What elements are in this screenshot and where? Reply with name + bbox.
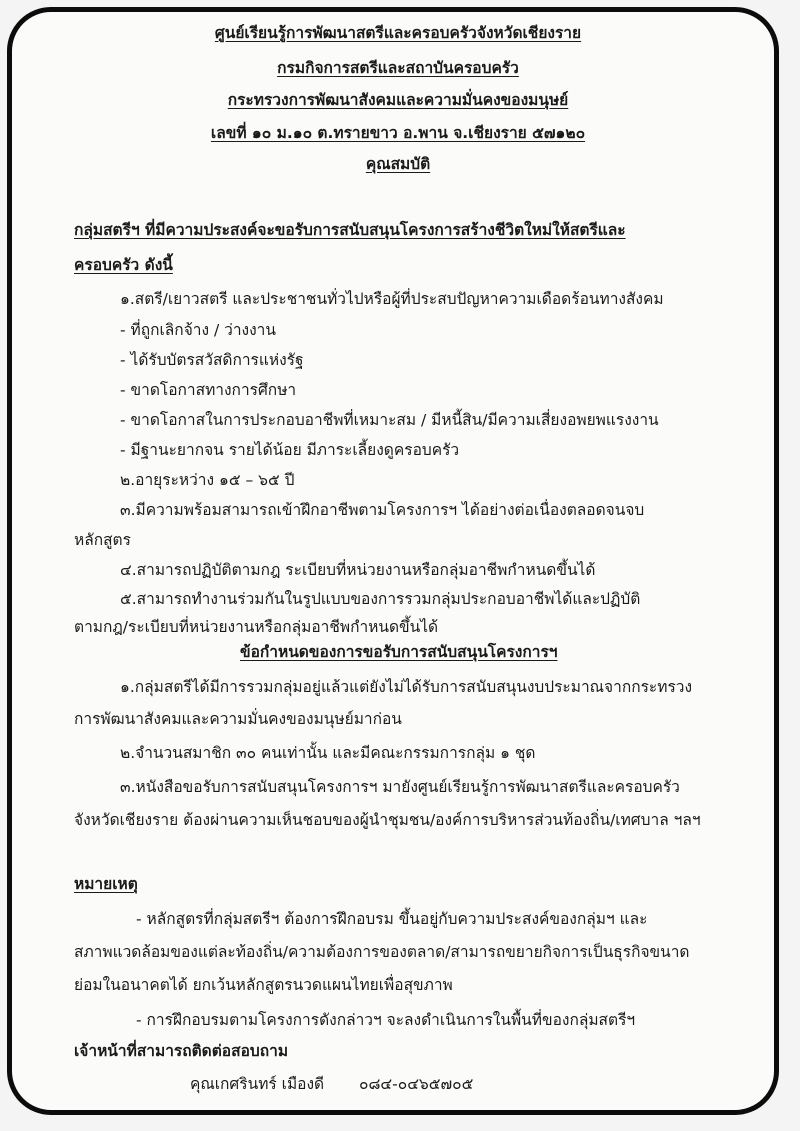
qualifications-heading: กลุ่มสตรีฯ ที่มีความประสงค์จะขอรับการสนับสนุนโครงการสร้างชีวิตใหม่ให้สตรีและ [74,221,626,239]
qualification-sub-item: - ขาดโอกาสในการประกอบอาชีพที่เหมาะสม / มีหนี้สิน/มีความเสี่ยงอพยพแรงงาน [120,411,659,429]
org-name-line1: ศูนย์เรียนรู้การพัฒนาสตรีและครอบครัวจังหวัดเชียงราย [214,24,582,42]
requirement-3: ๓.หนังสือขอรับการสนับสนุนโครงการฯ มายังศูนย์เรียนรู้การพัฒนาสตรีและครอบครัว [120,778,680,796]
remark-1-cont: สภาพแวดล้อมของแต่ละท้องถิ่น/ความต้องการของตลาด/สามารถขยายกิจการเป็นธุรกิจขนาด [74,943,690,961]
remark-1: - หลักสูตรที่กลุ่มสตรีฯ ต้องการฝึกอบรม ขึ้นอยู่กับความประสงค์ของกลุ่มฯ และ [136,910,648,928]
requirement-3-cont: จังหวัดเชียงราย ต้องผ่านความเห็นชอบของผู้นำชุมชน/องค์การบริหารส่วนท้องถิ่น/เทศบาล ฯลฯ [74,811,701,829]
qualification-sub-item: - มีฐานะยากจน รายได้น้อย มีภาระเลี้ยงดูครอบครัว [120,441,460,459]
qualification-item-1: ๑.สตรี/เยาวสตรี และประชาชนทั่วไปหรือผู้ที่ประสบปัญหาความเดือดร้อนทางสังคม [120,290,664,308]
requirement-1-cont: การพัฒนาสังคมและความมั่นคงของมนุษย์มาก่อน [74,710,402,728]
org-name-line2: กรมกิจการสตรีและสถาบันครอบครัว [277,59,519,77]
qualification-sub-item: - ขาดโอกาสทางการศึกษา [120,381,297,399]
qualification-item-3: ๓.มีความพร้อมสามารถเข้าฝึกอาชีพตามโครงการฯ ได้อย่างต่อเนื่องตลอดจนจบ [120,501,645,519]
document-subtitle: คุณสมบัติ [365,155,431,173]
contact-person-name: คุณเกศรินทร์ เมืองดี [190,1075,325,1093]
remark-1-cont: ย่อมในอนาคตได้ ยกเว้นหลักสูตรนวดแผนไทยเพื่อสุขภาพ [74,976,453,994]
qualification-item-2: ๒.อายุระหว่าง ๑๕ – ๖๕ ปี [120,471,295,489]
org-name-line3: กระทรวงการพัฒนาสังคมและความมั่นคงของมนุษย์ [227,91,569,109]
qualification-sub-item: - ที่ถูกเลิกจ้าง / ว่างงาน [120,321,276,339]
remarks-heading: หมายเหตุ [74,875,138,893]
qualification-item-5-cont: ตามกฎ/ระเบียบที่หน่วยงานหรือกลุ่มอาชีพกำหนดขึ้นได้ [74,618,439,636]
requirement-2: ๒.จำนวนสมาชิก ๓๐ คนเท่านั้น และมีคณะกรรมการกลุ่ม ๑ ชุด [120,744,536,762]
document-page [7,7,779,1115]
org-address: เลขที่ ๑๐ ม.๑๐ ต.ทรายขาว อ.พาน จ.เชียงราย ๕๗๑๒๐ [210,124,586,142]
qualification-item-5: ๕.สามารถทำงานร่วมกันในรูปแบบของการรวมกลุ่มประกอบอาชีพได้และปฏิบัติ [120,590,641,608]
qualification-sub-item: - ได้รับบัตรสวัสดิการแห่งรัฐ [120,351,304,369]
requirements-heading: ข้อกำหนดของการขอรับการสนับสนุนโครงการฯ [240,643,558,661]
qualifications-heading-cont: ครอบครัว ดังนี้ [74,256,173,274]
qualification-item-3-cont: หลักสูตร [74,531,131,549]
remark-2: - การฝึกอบรมตามโครงการดังกล่าวฯ จะลงดำเนินการในพื้นที่ของกลุ่มสตรีฯ [136,1011,636,1029]
contact-heading: เจ้าหน้าที่สามารถติดต่อสอบถาม [74,1042,289,1060]
contact-phone: ๐๘๔-๐๔๖๕๗๐๕ [359,1075,474,1093]
requirement-1: ๑.กลุ่มสตรีได้มีการรวมกลุ่มอยู่แล้วแต่ยังไม่ได้รับการสนับสนุนงบประมาณจากกระทรวง [120,678,693,696]
qualification-item-4: ๔.สามารถปฏิบัติตามกฎ ระเบียบที่หน่วยงานหรือกลุ่มอาชีพกำหนดขึ้นได้ [120,561,596,579]
